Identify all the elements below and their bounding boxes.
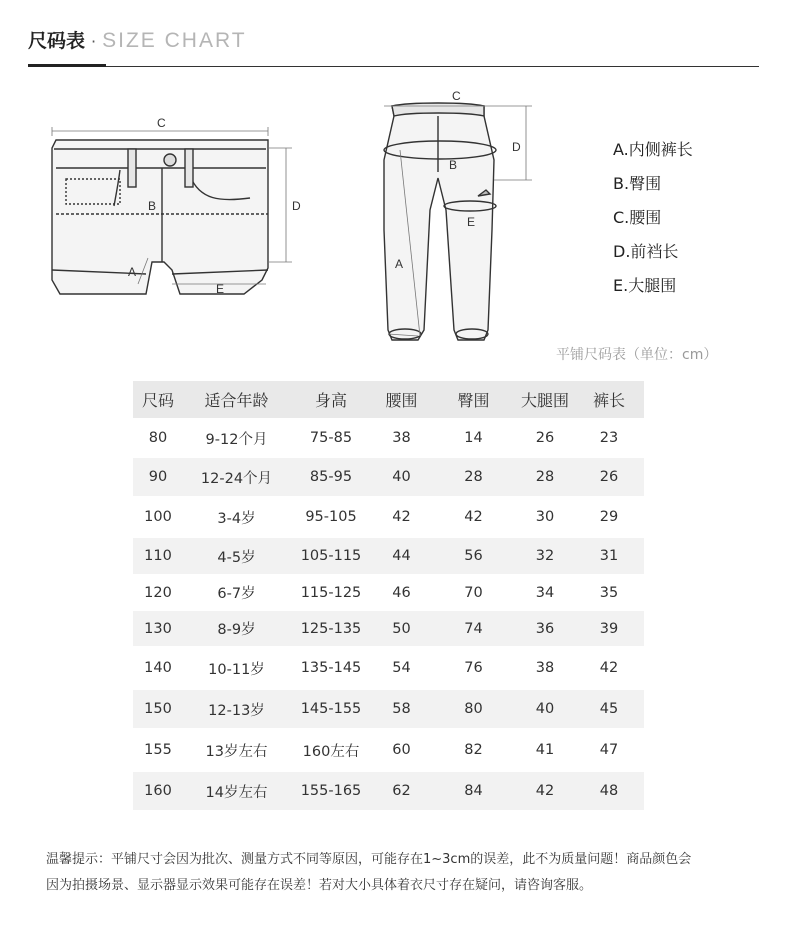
cell-age: 14岁左右 <box>183 772 290 810</box>
cell-length: 31 <box>574 538 644 574</box>
cell-length: 42 <box>599 660 619 676</box>
legend-inseam: A.内侧裤长 <box>613 140 693 159</box>
cell-waist: 38 <box>392 430 411 446</box>
pants-label-b: B <box>449 158 458 172</box>
cell-length: 23 <box>599 430 619 446</box>
header-divider <box>28 66 759 67</box>
cell-length: 26 <box>574 458 644 496</box>
legend-hip: B.臀围 <box>613 174 662 193</box>
cell-length: 29 <box>599 509 619 525</box>
pants-illustration <box>384 103 532 340</box>
cell-age: 9-12个月 <box>205 431 268 448</box>
cell-age: 4-5岁 <box>183 538 290 574</box>
cell-height: 155-165 <box>290 772 372 810</box>
cell-height: 115-125 <box>300 584 362 601</box>
cell-hip: 70 <box>464 584 483 601</box>
cell-age: 3-4岁 <box>217 510 256 527</box>
legend-thigh: E.大腿围 <box>613 276 677 295</box>
table-body <box>133 418 644 810</box>
cell-length: 35 <box>599 584 619 601</box>
header-length: 裤长 <box>574 381 644 418</box>
size-table-container <box>133 381 644 810</box>
shorts-label-c: C <box>157 116 166 130</box>
cell-height: 85-95 <box>290 458 372 496</box>
shorts-label-e: E <box>216 282 225 296</box>
cell-age: 12-24个月 <box>183 458 290 496</box>
cell-height: 75-85 <box>309 430 353 446</box>
cell-age: 10-11岁 <box>208 661 265 678</box>
legend-front-rise: D.前裆长 <box>613 242 679 261</box>
header-age: 适合年龄 <box>183 381 290 418</box>
pants-label-a: A <box>395 257 404 271</box>
cell-length: 39 <box>574 611 644 646</box>
cell-waist: 44 <box>372 538 431 574</box>
table-row <box>133 611 644 646</box>
title-separator: · <box>91 32 97 51</box>
cell-age: 12-13岁 <box>183 690 290 728</box>
legend-waist: C.腰围 <box>613 208 662 227</box>
measurement-legend <box>613 138 693 308</box>
cell-age: 13岁左右 <box>205 743 268 760</box>
cell-thigh: 30 <box>535 509 555 525</box>
cell-hip: 42 <box>464 509 483 525</box>
cell-thigh: 26 <box>535 430 555 446</box>
cell-hip: 84 <box>431 772 516 810</box>
cell-thigh: 34 <box>535 584 555 601</box>
cell-hip: 56 <box>431 538 516 574</box>
table-row <box>133 458 644 496</box>
cell-thigh: 42 <box>516 772 574 810</box>
cell-height: 125-135 <box>290 611 372 646</box>
cell-size: 130 <box>133 611 183 646</box>
header-size: 尺码 <box>133 381 183 418</box>
size-table <box>133 381 644 810</box>
cell-hip: 76 <box>464 660 483 676</box>
page-subtitle: SIZE CHART <box>102 29 247 52</box>
cell-hip: 14 <box>464 430 483 446</box>
cell-size: 110 <box>133 538 183 574</box>
table-row <box>133 646 644 690</box>
notice-line-1: 温馨提示：平铺尺寸会因为批次、测量方式不同等原因，可能存在1~3cm的误差，此不为质量问题！商品颜色会 <box>46 852 692 867</box>
cell-hip: 28 <box>431 458 516 496</box>
cell-thigh: 40 <box>516 690 574 728</box>
cell-thigh: 32 <box>516 538 574 574</box>
cell-size: 150 <box>133 690 183 728</box>
table-row <box>133 728 644 772</box>
cell-size: 140 <box>144 660 172 676</box>
cell-height: 160左右 <box>302 743 360 760</box>
cell-age: 6-7岁 <box>217 586 256 602</box>
cell-size: 80 <box>148 430 168 446</box>
cell-length: 47 <box>599 742 619 758</box>
cell-size: 155 <box>144 742 172 758</box>
pants-label-d: D <box>512 140 521 154</box>
notice <box>46 847 756 899</box>
header-height: 身高 <box>290 381 372 418</box>
cell-height: 95-105 <box>305 509 357 525</box>
table-row <box>133 496 644 538</box>
notice-line-2: 因为拍摄场景、显示器显示效果可能存在误差！若对大小具体着衣尺寸存在疑问，请咨询客服。 <box>46 878 593 893</box>
cell-size: 120 <box>144 584 172 601</box>
cell-hip: 82 <box>464 742 483 758</box>
table-row <box>133 418 644 458</box>
cell-thigh: 41 <box>535 742 555 758</box>
cell-height: 105-115 <box>290 538 372 574</box>
table-row <box>133 690 644 728</box>
cell-waist: 62 <box>372 772 431 810</box>
header-accent-bar <box>28 64 106 67</box>
header-hip: 臀围 <box>431 381 516 418</box>
cell-thigh: 36 <box>516 611 574 646</box>
shorts-label-d: D <box>292 199 301 213</box>
cell-thigh: 28 <box>516 458 574 496</box>
cell-waist: 54 <box>392 660 411 676</box>
table-row <box>133 772 644 810</box>
cell-waist: 60 <box>392 742 411 758</box>
table-row <box>133 538 644 574</box>
header-thigh: 大腿围 <box>516 381 574 418</box>
cell-waist: 58 <box>372 690 431 728</box>
cell-thigh: 38 <box>535 660 555 676</box>
cell-waist: 42 <box>392 509 411 525</box>
cell-waist: 50 <box>372 611 431 646</box>
cell-length: 48 <box>574 772 644 810</box>
shorts-illustration <box>52 127 292 294</box>
shorts-label-b: B <box>148 199 157 213</box>
cell-height: 145-155 <box>290 690 372 728</box>
table-header-row <box>133 381 644 418</box>
cell-waist: 46 <box>392 584 411 601</box>
cell-hip: 74 <box>431 611 516 646</box>
unit-note: 平铺尺码表（单位：cm） <box>556 347 718 363</box>
header-waist: 腰围 <box>372 381 431 418</box>
pants-label-e: E <box>467 215 476 229</box>
cell-hip: 80 <box>431 690 516 728</box>
cell-size: 100 <box>144 509 172 525</box>
cell-height: 135-145 <box>300 660 362 676</box>
cell-size: 90 <box>133 458 183 496</box>
cell-age: 8-9岁 <box>183 611 290 646</box>
cell-size: 160 <box>133 772 183 810</box>
pants-label-c: C <box>452 89 461 103</box>
shorts-label-a: A <box>128 265 137 279</box>
cell-length: 45 <box>574 690 644 728</box>
table-row <box>133 574 644 611</box>
page-header <box>28 26 247 54</box>
page-title: 尺码表 <box>28 30 86 52</box>
cell-waist: 40 <box>372 458 431 496</box>
